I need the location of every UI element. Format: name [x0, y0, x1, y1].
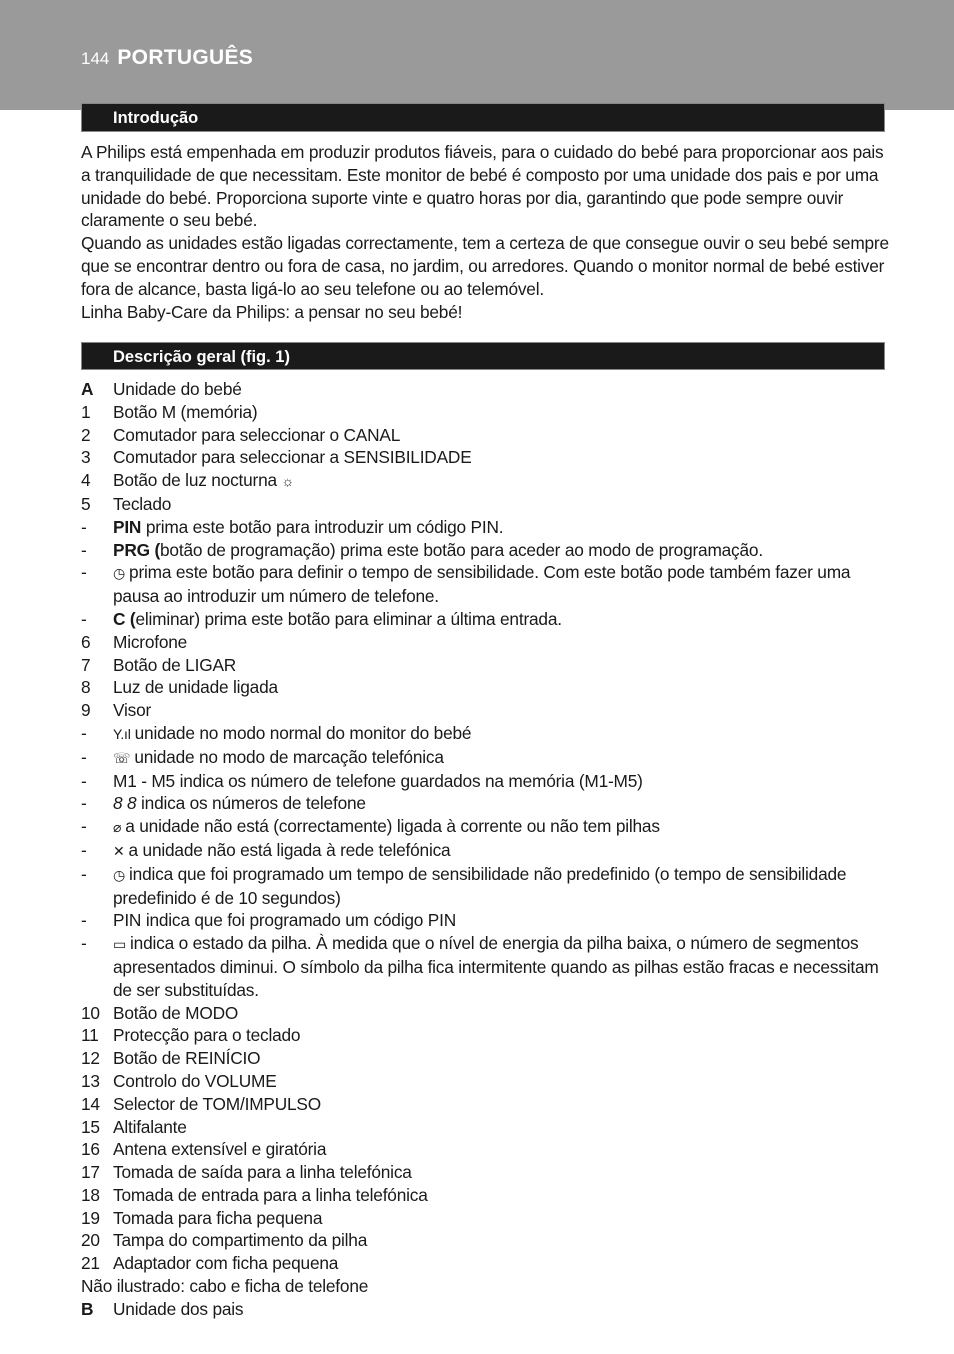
- item-text: indica que foi programado um código PIN: [141, 910, 456, 931]
- item-marker: 15: [81, 1116, 100, 1137]
- item-text: Microfone: [113, 631, 188, 652]
- item-marker: 16: [81, 1139, 100, 1160]
- battery-icon: ▭: [113, 936, 127, 953]
- intro-text: [81, 141, 891, 323]
- phone-icon: ☏: [113, 749, 131, 766]
- list-item: [81, 699, 891, 722]
- key-label: PRG (: [113, 539, 161, 560]
- list-item: [81, 654, 891, 677]
- list-item: [81, 1002, 891, 1025]
- night-light-icon: ☼: [281, 473, 295, 490]
- list-item: [81, 561, 891, 608]
- item-marker: 17: [81, 1162, 100, 1183]
- list-item: [81, 608, 891, 631]
- item-marker: 14: [81, 1093, 100, 1114]
- list-item: [81, 516, 891, 539]
- item-text: indica que foi programado um tempo de sensibilidade não predefinido (o tempo de sensibilidade predefinido é de 10 segundos): [113, 863, 847, 908]
- item-text: a unidade não está ligada à rede telefónica: [128, 839, 451, 860]
- item-text: Selector de TOM/IMPULSO: [113, 1093, 321, 1114]
- item-marker: -: [81, 608, 87, 629]
- item-text: Altifalante: [113, 1116, 187, 1137]
- list-item: [81, 446, 891, 469]
- list-item: [81, 378, 891, 401]
- item-marker: 19: [81, 1207, 100, 1228]
- antenna-signal-icon: Y.ıl: [113, 725, 131, 742]
- item-text: Teclado: [113, 493, 172, 514]
- item-text: Unidade do bebé: [113, 379, 242, 399]
- item-marker: 1: [81, 401, 91, 422]
- list-item: [81, 631, 891, 654]
- page-header: [81, 46, 253, 70]
- section-title-overview: Descrição geral (fig. 1): [81, 342, 885, 370]
- item-marker: -: [81, 933, 87, 954]
- list-item: [81, 676, 891, 699]
- item-text: Tampa do compartimento da pilha: [113, 1230, 368, 1251]
- item-text: Comutador para seleccionar o CANAL: [113, 424, 401, 445]
- list-item: [81, 770, 891, 793]
- intro-paragraph: Linha Baby-Care da Philips: a pensar no seu bebé!: [81, 301, 463, 322]
- item-marker: 21: [81, 1253, 100, 1274]
- list-item: [81, 1229, 891, 1252]
- item-marker: 18: [81, 1184, 100, 1205]
- item-text: eliminar) prima este botão para eliminar a última entrada.: [135, 608, 562, 629]
- item-text: unidade no modo de marcação telefónica: [134, 746, 444, 767]
- list-item: [81, 746, 891, 770]
- list-item: [81, 839, 891, 863]
- list-item: [81, 493, 891, 516]
- item-marker: -: [81, 816, 87, 837]
- item-text: Unidade dos pais: [113, 1298, 244, 1319]
- key-label: C (: [113, 608, 136, 629]
- key-label: PIN: [113, 516, 142, 537]
- item-marker: 7: [81, 654, 91, 675]
- item-text: unidade no modo normal do monitor do bebé: [134, 722, 472, 743]
- list-item: [81, 1047, 891, 1070]
- section-title-introduction: Introdução: [81, 103, 885, 132]
- item-text: Comutador para seleccionar a SENSIBILIDADE: [113, 447, 472, 468]
- no-phone-line-icon: ✕: [113, 842, 125, 859]
- item-text: Controlo do VOLUME: [113, 1070, 277, 1091]
- intro-paragraph: A Philips está empenhada em produzir produtos fiáveis, para o cuidado do bebé para proporcionar aos pais a tranquilidade de que necessitam. Este monitor de bebé é composto por uma unidade dos pais e por uma unidade do bebé. Proporciona suporte vinte e quatro horas por dia, garantindo que pode sempre ouvir claramente o seu bebé.: [81, 142, 884, 231]
- item-marker: -: [81, 746, 87, 767]
- item-text: Tomada de saída para a linha telefónica: [113, 1162, 412, 1183]
- list-item: [81, 909, 891, 932]
- list-item: [81, 1252, 891, 1275]
- item-text: indica o estado da pilha. À medida que o nível de energia da pilha baixa, o número de segmentos apresentados diminui. O símbolo da pilha fica intermitente quando as pilhas estão fracas e necessitam de ser substituídas.: [113, 933, 879, 1000]
- display-label: 8 8: [113, 793, 137, 814]
- item-text: a unidade não está (correctamente) ligada à corrente ou não tem pilhas: [125, 816, 660, 837]
- item-marker: 4: [81, 470, 91, 491]
- list-item: [81, 1161, 891, 1184]
- item-marker: 3: [81, 447, 91, 468]
- item-marker: B: [81, 1298, 94, 1319]
- item-marker: A: [81, 379, 94, 399]
- list-item: [81, 932, 891, 1001]
- intro-paragraph: Quando as unidades estão ligadas correctamente, tem a certeza de que consegue ouvir o seu bebé sempre que se encontrar dentro ou fora de casa, no jardim, ou arredores. Quando o monitor normal de bebé estiver fora de alcance, basta ligá-lo ao seu telefone ou ao telemóvel.: [81, 233, 889, 299]
- list-item: [81, 1070, 891, 1093]
- clock-icon: ◷: [113, 866, 126, 883]
- item-text: Tomada para ficha pequena: [113, 1207, 323, 1228]
- item-marker: -: [81, 722, 87, 743]
- list-item: [81, 1298, 891, 1321]
- item-marker: -: [81, 770, 87, 791]
- item-marker: -: [81, 910, 87, 931]
- list-item: [81, 424, 891, 447]
- item-text: Tomada de entrada para a linha telefónica: [113, 1184, 428, 1205]
- list-item: [81, 469, 891, 493]
- item-marker: 12: [81, 1048, 100, 1069]
- list-item: [81, 792, 891, 815]
- item-marker: -: [81, 839, 87, 860]
- item-marker: -: [81, 562, 87, 583]
- item-text: prima este botão para definir o tempo de sensibilidade. Com este botão pode também fazer uma pausa ao introduzir um número de telefone.: [113, 562, 851, 607]
- item-text: Visor: [113, 700, 152, 721]
- item-marker: 6: [81, 631, 91, 652]
- list-item: [81, 1093, 891, 1116]
- item-text: indica os números de telefone: [136, 793, 366, 814]
- parts-list: [81, 378, 891, 1321]
- clock-icon: ◷: [113, 565, 126, 582]
- display-label: PIN: [113, 910, 142, 931]
- item-text: botão de programação) prima este botão para aceder ao modo de programação.: [160, 539, 763, 560]
- item-text: Botão de REINÍCIO: [113, 1048, 261, 1069]
- item-text: Protecção para o teclado: [113, 1025, 301, 1046]
- item-text: Luz de unidade ligada: [113, 677, 278, 698]
- item-marker: -: [81, 516, 87, 537]
- no-power-icon: ⌀: [113, 819, 122, 836]
- item-text: Botão M (memória): [113, 401, 258, 422]
- item-marker: 10: [81, 1002, 100, 1023]
- not-shown-note: Não ilustrado: cabo e ficha de telefone: [81, 1276, 369, 1297]
- item-text: Botão de luz nocturna: [113, 470, 277, 491]
- item-marker: -: [81, 863, 87, 884]
- item-text: prima este botão para introduzir um código PIN.: [141, 516, 504, 537]
- item-text: Botão de MODO: [113, 1002, 239, 1023]
- list-item: [81, 539, 891, 562]
- list-item: [81, 722, 891, 746]
- item-text: Botão de LIGAR: [113, 654, 237, 675]
- list-item: [81, 1024, 891, 1047]
- list-item: [81, 401, 891, 424]
- item-marker: -: [81, 539, 87, 560]
- list-item: [81, 815, 891, 839]
- item-marker: 2: [81, 424, 91, 445]
- item-text: Adaptador com ficha pequena: [113, 1253, 339, 1274]
- item-marker: 8: [81, 677, 91, 698]
- list-item: [81, 1138, 891, 1161]
- item-text: indica os número de telefone guardados na memória (M1-M5): [174, 770, 643, 791]
- item-marker: 20: [81, 1230, 100, 1251]
- item-marker: -: [81, 793, 87, 814]
- display-label: M1 - M5: [113, 770, 175, 791]
- item-marker: 11: [81, 1025, 99, 1046]
- page-number: 144: [81, 49, 110, 68]
- list-item: [81, 863, 891, 910]
- list-item: [81, 1184, 891, 1207]
- item-text: Antena extensível e giratória: [113, 1139, 327, 1160]
- list-item: [81, 1207, 891, 1230]
- item-marker: 13: [81, 1070, 100, 1091]
- item-marker: 9: [81, 700, 91, 721]
- item-marker: 5: [81, 493, 91, 514]
- language-title: PORTUGUÊS: [117, 46, 254, 69]
- list-item: [81, 1116, 891, 1139]
